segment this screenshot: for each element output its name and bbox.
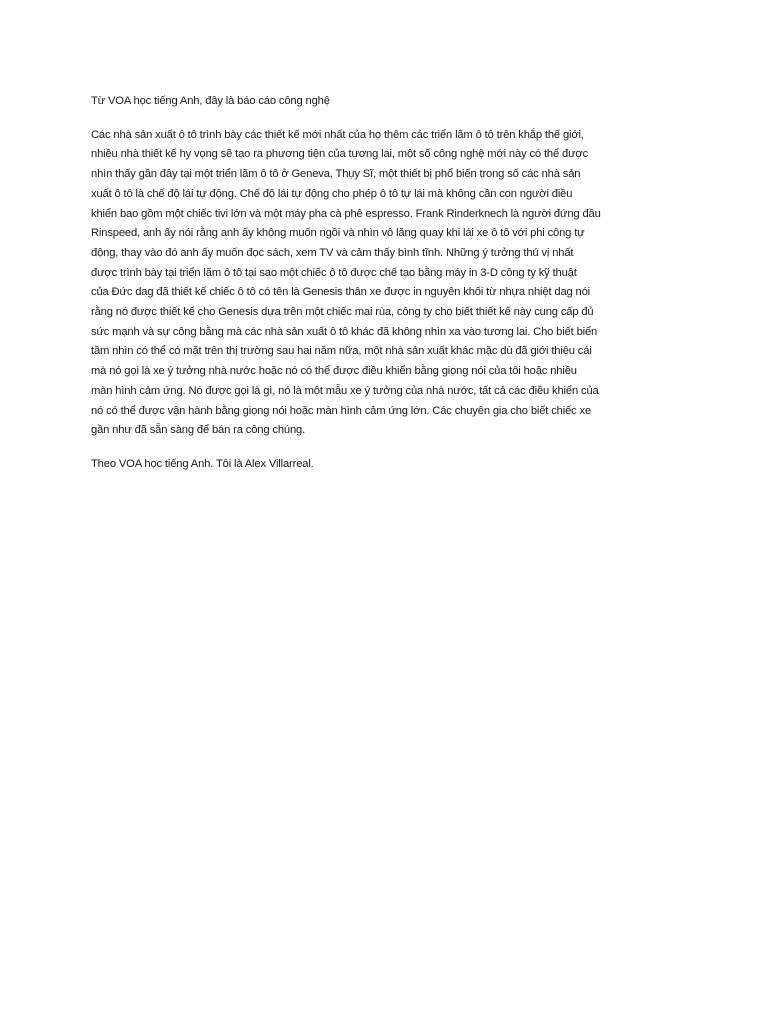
body-line: được trình bày tại triển lãm ô tô tại sao một chiếc ô tô được chế tạo bằng máy in 3-D công ty kỹ thuật <box>91 266 577 279</box>
body-line: mà nó gọi là xe ý tưởng nhà nước hoặc nó có thể được điều khiển bằng giọng nói của tôi hoặc nhiều <box>91 365 577 378</box>
body-line: của Đức dag đã thiết kế chiếc ô tô có tên là Genesis thân xe được in nguyên khối từ nhựa nhiệt dag nói <box>91 286 591 299</box>
document-title: Từ VOA học tiếng Anh, đây là báo cáo công nghệ <box>91 95 330 107</box>
body-line: sức mạnh và sự công bằng mà các nhà sản xuất ô tô khác đã không nhìn xa vào tương lai. Cho biết biển <box>91 325 598 338</box>
body-line: nó có thể được vận hành bằng giọng nói hoặc màn hình cảm ứng lớn. Các chuyên gia cho biết chiếc xe <box>91 404 592 417</box>
body-line: Các nhà sản xuất ô tô trình bày các thiết kế mới nhất của họ thêm các triển lãm ô tô trên khắp thế giới, <box>91 128 584 141</box>
body-line: động, thay vào đó anh ấy muốn đọc sách, xem TV và cảm thấy bình tĩnh. Những ý tưởng thú vị nhất <box>91 246 574 259</box>
body-line: khiển bao gồm một chiếc tivi lớn và một máy pha cà phê espresso. Frank Rinderknech là người đứng đầu <box>91 207 601 220</box>
body-line: gần như đã sẵn sàng để bán ra công chúng. <box>91 424 306 437</box>
body-paragraph <box>91 126 701 441</box>
body-line: rằng nó được thiết kế cho Genesis dựa trên một chiếc mai rùa, công ty cho biết thiết kế này cung cấp đủ <box>91 306 594 319</box>
closing-line: Theo VOA học tiếng Anh. Tôi là Alex Villarreal. <box>91 457 314 470</box>
body-line: nhiều nhà thiết kế hy vọng sẽ tạo ra phương tiện của tương lai, một số công nghệ mới này có thể được <box>91 148 589 161</box>
body-line: nhìn thấy gần đây tại một triển lãm ô tô ở Geneva, Thụy Sĩ, một thiết bị phổ biến trong số các nhà sản <box>91 168 581 181</box>
body-line: tầm nhìn có thể có mặt trên thị trường sau hai năm nữa, một nhà sản xuất khác mặc dù đã giới thiệu cái <box>91 345 592 358</box>
body-line: màn hình cảm ứng. Nó được gọi là gì, nó là một mẫu xe ý tưởng của nhà nước, tất cả các điều khiển của <box>91 384 599 397</box>
body-line: xuất ô tô là chế độ lái tự động. Chế độ lái tự động cho phép ô tô tự lái mà không cần con người điều <box>91 187 573 200</box>
body-line: Rinspeed, anh ấy nói rằng anh ấy không muốn ngồi và nhìn vô lăng quay khi lái xe ô tô với phi công tự <box>91 227 585 240</box>
document-content <box>91 92 701 489</box>
